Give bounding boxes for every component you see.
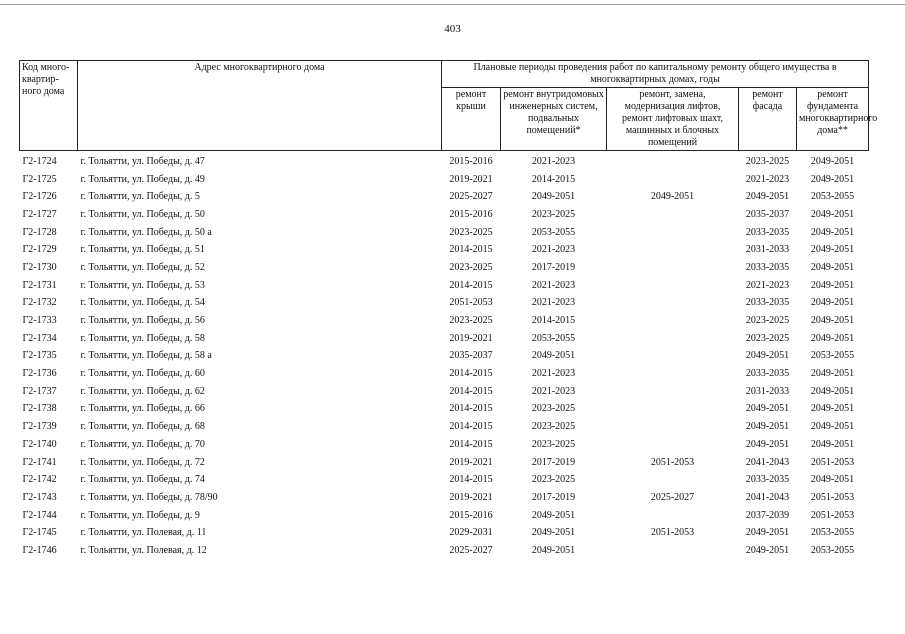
cell-engineering: 2014-2015 bbox=[531, 173, 576, 185]
cell-elevators bbox=[607, 151, 739, 171]
header-periods: Плановые периоды проведения работ по капитальному ремонту общего имущества в многоквартирных домах, годы bbox=[442, 61, 869, 88]
cell-code: Г2-1734 bbox=[22, 332, 57, 344]
cell-address: г. Тольятти, ул. Полевая, д. 11 bbox=[80, 527, 207, 539]
cell-address: г. Тольятти, ул. Победы, д. 72 bbox=[80, 456, 205, 468]
cell-address: г. Тольятти, ул. Победы, д. 49 bbox=[80, 173, 205, 185]
capital-repair-table bbox=[19, 60, 878, 560]
cell-engineering: 2049-2051 bbox=[531, 527, 576, 539]
table-row bbox=[20, 151, 869, 171]
cell-code: Г2-1745 bbox=[22, 527, 57, 539]
cell-roof: 2019-2021 bbox=[449, 332, 493, 344]
cell-elevators bbox=[607, 383, 739, 401]
cell-engineering: 2023-2025 bbox=[531, 403, 576, 415]
cell-foundation: 2049-2051 bbox=[810, 403, 855, 415]
cell-roof: 2014-2015 bbox=[449, 438, 493, 450]
table-row bbox=[20, 507, 869, 525]
cell-roof: 2015-2016 bbox=[449, 208, 493, 220]
cell-facade: 2033-2035 bbox=[745, 368, 790, 380]
table-row bbox=[20, 418, 869, 436]
table-row bbox=[20, 224, 869, 242]
cell-foundation: 2049-2051 bbox=[810, 244, 855, 256]
cell-address: г. Тольятти, ул. Победы, д. 68 bbox=[80, 421, 205, 433]
cell-engineering: 2023-2025 bbox=[531, 438, 576, 450]
cell-roof: 2019-2021 bbox=[449, 456, 493, 468]
cell-address: г. Тольятти, ул. Победы, д. 58 bbox=[80, 332, 205, 344]
cell-facade: 2021-2023 bbox=[745, 173, 790, 185]
cell-code: Г2-1738 bbox=[22, 403, 57, 415]
cell-code: Г2-1729 bbox=[22, 244, 57, 256]
cell-code: Г2-1737 bbox=[22, 385, 57, 397]
table-row bbox=[20, 206, 869, 224]
cell-facade: 2049-2051 bbox=[745, 350, 790, 362]
cell-facade: 2033-2035 bbox=[745, 226, 790, 238]
cell-roof: 2019-2021 bbox=[449, 491, 493, 503]
cell-elevators bbox=[607, 418, 739, 436]
cell-foundation: 2049-2051 bbox=[810, 421, 855, 433]
cell-code: Г2-1726 bbox=[22, 191, 57, 203]
cell-elevators: 2051-2053 bbox=[650, 527, 695, 539]
cell-engineering: 2053-2055 bbox=[531, 226, 576, 238]
cell-engineering: 2023-2025 bbox=[531, 208, 576, 220]
cell-roof: 2014-2015 bbox=[449, 244, 493, 256]
cell-address: г. Тольятти, ул. Победы, д. 52 bbox=[80, 261, 205, 273]
cell-roof: 2023-2025 bbox=[449, 226, 493, 238]
page-number: 403 bbox=[444, 23, 461, 35]
cell-foundation: 2053-2055 bbox=[810, 191, 855, 203]
header-roof: ремонт крыши bbox=[442, 88, 501, 151]
cell-elevators bbox=[607, 171, 739, 189]
cell-elevators bbox=[607, 365, 739, 383]
table-row bbox=[20, 348, 869, 366]
table-row bbox=[20, 454, 869, 472]
cell-address: г. Тольятти, ул. Победы, д. 50 а bbox=[80, 226, 212, 238]
table-row bbox=[20, 188, 869, 206]
cell-foundation: 2049-2051 bbox=[810, 173, 855, 185]
cell-engineering: 2021-2023 bbox=[531, 155, 576, 167]
cell-elevators bbox=[607, 224, 739, 242]
cell-facade: 2049-2051 bbox=[745, 191, 790, 203]
cell-elevators bbox=[607, 507, 739, 525]
table-row bbox=[20, 436, 869, 454]
cell-engineering: 2021-2023 bbox=[531, 279, 576, 291]
cell-engineering: 2049-2051 bbox=[531, 350, 576, 362]
cell-elevators bbox=[607, 330, 739, 348]
cell-foundation: 2053-2055 bbox=[810, 544, 855, 556]
table-row bbox=[20, 171, 869, 189]
cell-facade: 2033-2035 bbox=[745, 261, 790, 273]
cell-code: Г2-1743 bbox=[22, 491, 57, 503]
cell-code: Г2-1739 bbox=[22, 421, 57, 433]
header-code: Код много-квартир-ного дома bbox=[20, 61, 78, 151]
cell-code: Г2-1744 bbox=[22, 509, 57, 521]
cell-elevators bbox=[607, 277, 739, 295]
cell-roof: 2014-2015 bbox=[449, 368, 493, 380]
cell-engineering: 2021-2023 bbox=[531, 297, 576, 309]
header-engineering: ремонт внутридомовых инженерных систем, подвальных помещений* bbox=[501, 88, 607, 151]
cell-elevators bbox=[607, 542, 739, 560]
table-row bbox=[20, 330, 869, 348]
cell-foundation: 2053-2055 bbox=[810, 350, 855, 362]
cell-code: Г2-1742 bbox=[22, 474, 57, 486]
cell-elevators bbox=[607, 348, 739, 366]
table-row bbox=[20, 312, 869, 330]
table-row bbox=[20, 489, 869, 507]
cell-roof: 2014-2015 bbox=[449, 385, 493, 397]
cell-facade: 2031-2033 bbox=[745, 244, 790, 256]
cell-foundation: 2049-2051 bbox=[810, 279, 855, 291]
cell-engineering: 2017-2019 bbox=[531, 261, 576, 273]
cell-foundation: 2049-2051 bbox=[810, 332, 855, 344]
cell-foundation: 2049-2051 bbox=[810, 385, 855, 397]
cell-foundation: 2049-2051 bbox=[810, 155, 855, 167]
cell-code: Г2-1736 bbox=[22, 368, 57, 380]
cell-address: г. Тольятти, ул. Победы, д. 78/90 bbox=[80, 491, 218, 503]
cell-facade: 2037-2039 bbox=[745, 509, 790, 521]
header-facade: ремонт фасада bbox=[739, 88, 797, 151]
cell-address: г. Тольятти, ул. Победы, д. 47 bbox=[80, 155, 205, 167]
cell-engineering: 2053-2055 bbox=[531, 332, 576, 344]
cell-foundation: 2049-2051 bbox=[810, 208, 855, 220]
cell-elevators bbox=[607, 295, 739, 313]
table-header bbox=[20, 61, 878, 151]
top-border-line bbox=[0, 4, 905, 5]
cell-facade: 2035-2037 bbox=[745, 208, 790, 220]
cell-roof: 2019-2021 bbox=[449, 173, 493, 185]
cell-address: г. Тольятти, ул. Победы, д. 5 bbox=[80, 191, 200, 203]
cell-foundation: 2049-2051 bbox=[810, 297, 855, 309]
cell-address: г. Тольятти, ул. Победы, д. 60 bbox=[80, 368, 205, 380]
cell-facade: 2031-2033 bbox=[745, 385, 790, 397]
cell-elevators: 2025-2027 bbox=[650, 491, 695, 503]
cell-roof: 2051-2053 bbox=[449, 297, 493, 309]
cell-engineering: 2023-2025 bbox=[531, 421, 576, 433]
table-row bbox=[20, 295, 869, 313]
cell-address: г. Тольятти, ул. Победы, д. 58 а bbox=[80, 350, 212, 362]
cell-address: г. Тольятти, ул. Победы, д. 51 bbox=[80, 244, 205, 256]
cell-engineering: 2021-2023 bbox=[531, 385, 576, 397]
cell-code: Г2-1740 bbox=[22, 438, 57, 450]
cell-code: Г2-1727 bbox=[22, 208, 57, 220]
cell-code: Г2-1735 bbox=[22, 350, 57, 362]
cell-address: г. Тольятти, ул. Полевая, д. 12 bbox=[80, 544, 207, 556]
cell-foundation: 2049-2051 bbox=[810, 261, 855, 273]
cell-engineering: 2017-2019 bbox=[531, 456, 576, 468]
cell-roof: 2029-2031 bbox=[449, 527, 493, 539]
table-row bbox=[20, 471, 869, 489]
cell-engineering: 2023-2025 bbox=[531, 474, 576, 486]
cell-elevators bbox=[607, 312, 739, 330]
cell-elevators bbox=[607, 401, 739, 419]
cell-address: г. Тольятти, ул. Победы, д. 56 bbox=[80, 315, 205, 327]
cell-address: г. Тольятти, ул. Победы, д. 74 bbox=[80, 474, 205, 486]
cell-engineering: 2014-2015 bbox=[531, 315, 576, 327]
cell-facade: 2049-2051 bbox=[745, 403, 790, 415]
cell-elevators bbox=[607, 206, 739, 224]
cell-code: Г2-1741 bbox=[22, 456, 57, 468]
header-foundation: ремонт фундамента многоквартирного дома** bbox=[797, 88, 869, 151]
cell-address: г. Тольятти, ул. Победы, д. 53 bbox=[80, 279, 205, 291]
cell-roof: 2023-2025 bbox=[449, 261, 493, 273]
cell-facade: 2041-2043 bbox=[745, 456, 790, 468]
cell-code: Г2-1728 bbox=[22, 226, 57, 238]
cell-code: Г2-1731 bbox=[22, 279, 57, 291]
table-row bbox=[20, 524, 869, 542]
cell-address: г. Тольятти, ул. Победы, д. 9 bbox=[80, 509, 200, 521]
cell-elevators: 2051-2053 bbox=[650, 456, 695, 468]
header-elevators: ремонт, замена, модернизация лифтов, ремонт лифтовых шахт, машинных и блочных помещений bbox=[607, 88, 739, 151]
cell-facade: 2049-2051 bbox=[745, 438, 790, 450]
table-row bbox=[20, 542, 869, 560]
table-row bbox=[20, 277, 869, 295]
table-row bbox=[20, 259, 869, 277]
table-row bbox=[20, 365, 869, 383]
cell-engineering: 2021-2023 bbox=[531, 368, 576, 380]
cell-facade: 2033-2035 bbox=[745, 297, 790, 309]
cell-facade: 2049-2051 bbox=[745, 544, 790, 556]
cell-address: г. Тольятти, ул. Победы, д. 62 bbox=[80, 385, 205, 397]
cell-elevators: 2049-2051 bbox=[650, 191, 695, 203]
cell-foundation: 2053-2055 bbox=[810, 527, 855, 539]
cell-code: Г2-1733 bbox=[22, 315, 57, 327]
cell-engineering: 2021-2023 bbox=[531, 244, 576, 256]
cell-engineering: 2049-2051 bbox=[531, 544, 576, 556]
cell-address: г. Тольятти, ул. Победы, д. 66 bbox=[80, 403, 205, 415]
table-row bbox=[20, 241, 869, 259]
cell-facade: 2023-2025 bbox=[745, 315, 790, 327]
cell-address: г. Тольятти, ул. Победы, д. 50 bbox=[80, 208, 205, 220]
table-row bbox=[20, 383, 869, 401]
cell-roof: 2035-2037 bbox=[449, 350, 493, 362]
cell-foundation: 2051-2053 bbox=[810, 491, 855, 503]
cell-roof: 2023-2025 bbox=[449, 315, 493, 327]
cell-roof: 2014-2015 bbox=[449, 279, 493, 291]
cell-elevators bbox=[607, 259, 739, 277]
cell-engineering: 2017-2019 bbox=[531, 491, 576, 503]
cell-engineering: 2049-2051 bbox=[531, 509, 576, 521]
cell-foundation: 2049-2051 bbox=[810, 226, 855, 238]
cell-facade: 2033-2035 bbox=[745, 474, 790, 486]
cell-elevators bbox=[607, 241, 739, 259]
cell-elevators bbox=[607, 471, 739, 489]
cell-code: Г2-1746 bbox=[22, 544, 57, 556]
cell-foundation: 2049-2051 bbox=[810, 368, 855, 380]
cell-facade: 2041-2043 bbox=[745, 491, 790, 503]
cell-roof: 2014-2015 bbox=[449, 403, 493, 415]
cell-roof: 2014-2015 bbox=[449, 474, 493, 486]
cell-roof: 2025-2027 bbox=[449, 191, 493, 203]
cell-roof: 2015-2016 bbox=[449, 155, 493, 167]
cell-facade: 2049-2051 bbox=[745, 421, 790, 433]
cell-roof: 2025-2027 bbox=[449, 544, 493, 556]
cell-code: Г2-1724 bbox=[22, 155, 57, 167]
table-body bbox=[20, 151, 869, 560]
cell-roof: 2014-2015 bbox=[449, 421, 493, 433]
cell-foundation: 2049-2051 bbox=[810, 438, 855, 450]
cell-facade: 2021-2023 bbox=[745, 279, 790, 291]
table-row bbox=[20, 401, 869, 419]
cell-facade: 2023-2025 bbox=[745, 155, 790, 167]
cell-code: Г2-1732 bbox=[22, 297, 57, 309]
cell-facade: 2049-2051 bbox=[745, 527, 790, 539]
cell-foundation: 2049-2051 bbox=[810, 315, 855, 327]
cell-elevators bbox=[607, 436, 739, 454]
cell-address: г. Тольятти, ул. Победы, д. 54 bbox=[80, 297, 205, 309]
cell-foundation: 2051-2053 bbox=[810, 509, 855, 521]
cell-code: Г2-1725 bbox=[22, 173, 57, 185]
cell-roof: 2015-2016 bbox=[449, 509, 493, 521]
header-address: Адрес многоквартирного дома bbox=[78, 61, 442, 151]
cell-facade: 2023-2025 bbox=[745, 332, 790, 344]
cell-engineering: 2049-2051 bbox=[531, 191, 576, 203]
cell-code: Г2-1730 bbox=[22, 261, 57, 273]
cell-foundation: 2051-2053 bbox=[810, 456, 855, 468]
cell-foundation: 2049-2051 bbox=[810, 474, 855, 486]
cell-address: г. Тольятти, ул. Победы, д. 70 bbox=[80, 438, 205, 450]
